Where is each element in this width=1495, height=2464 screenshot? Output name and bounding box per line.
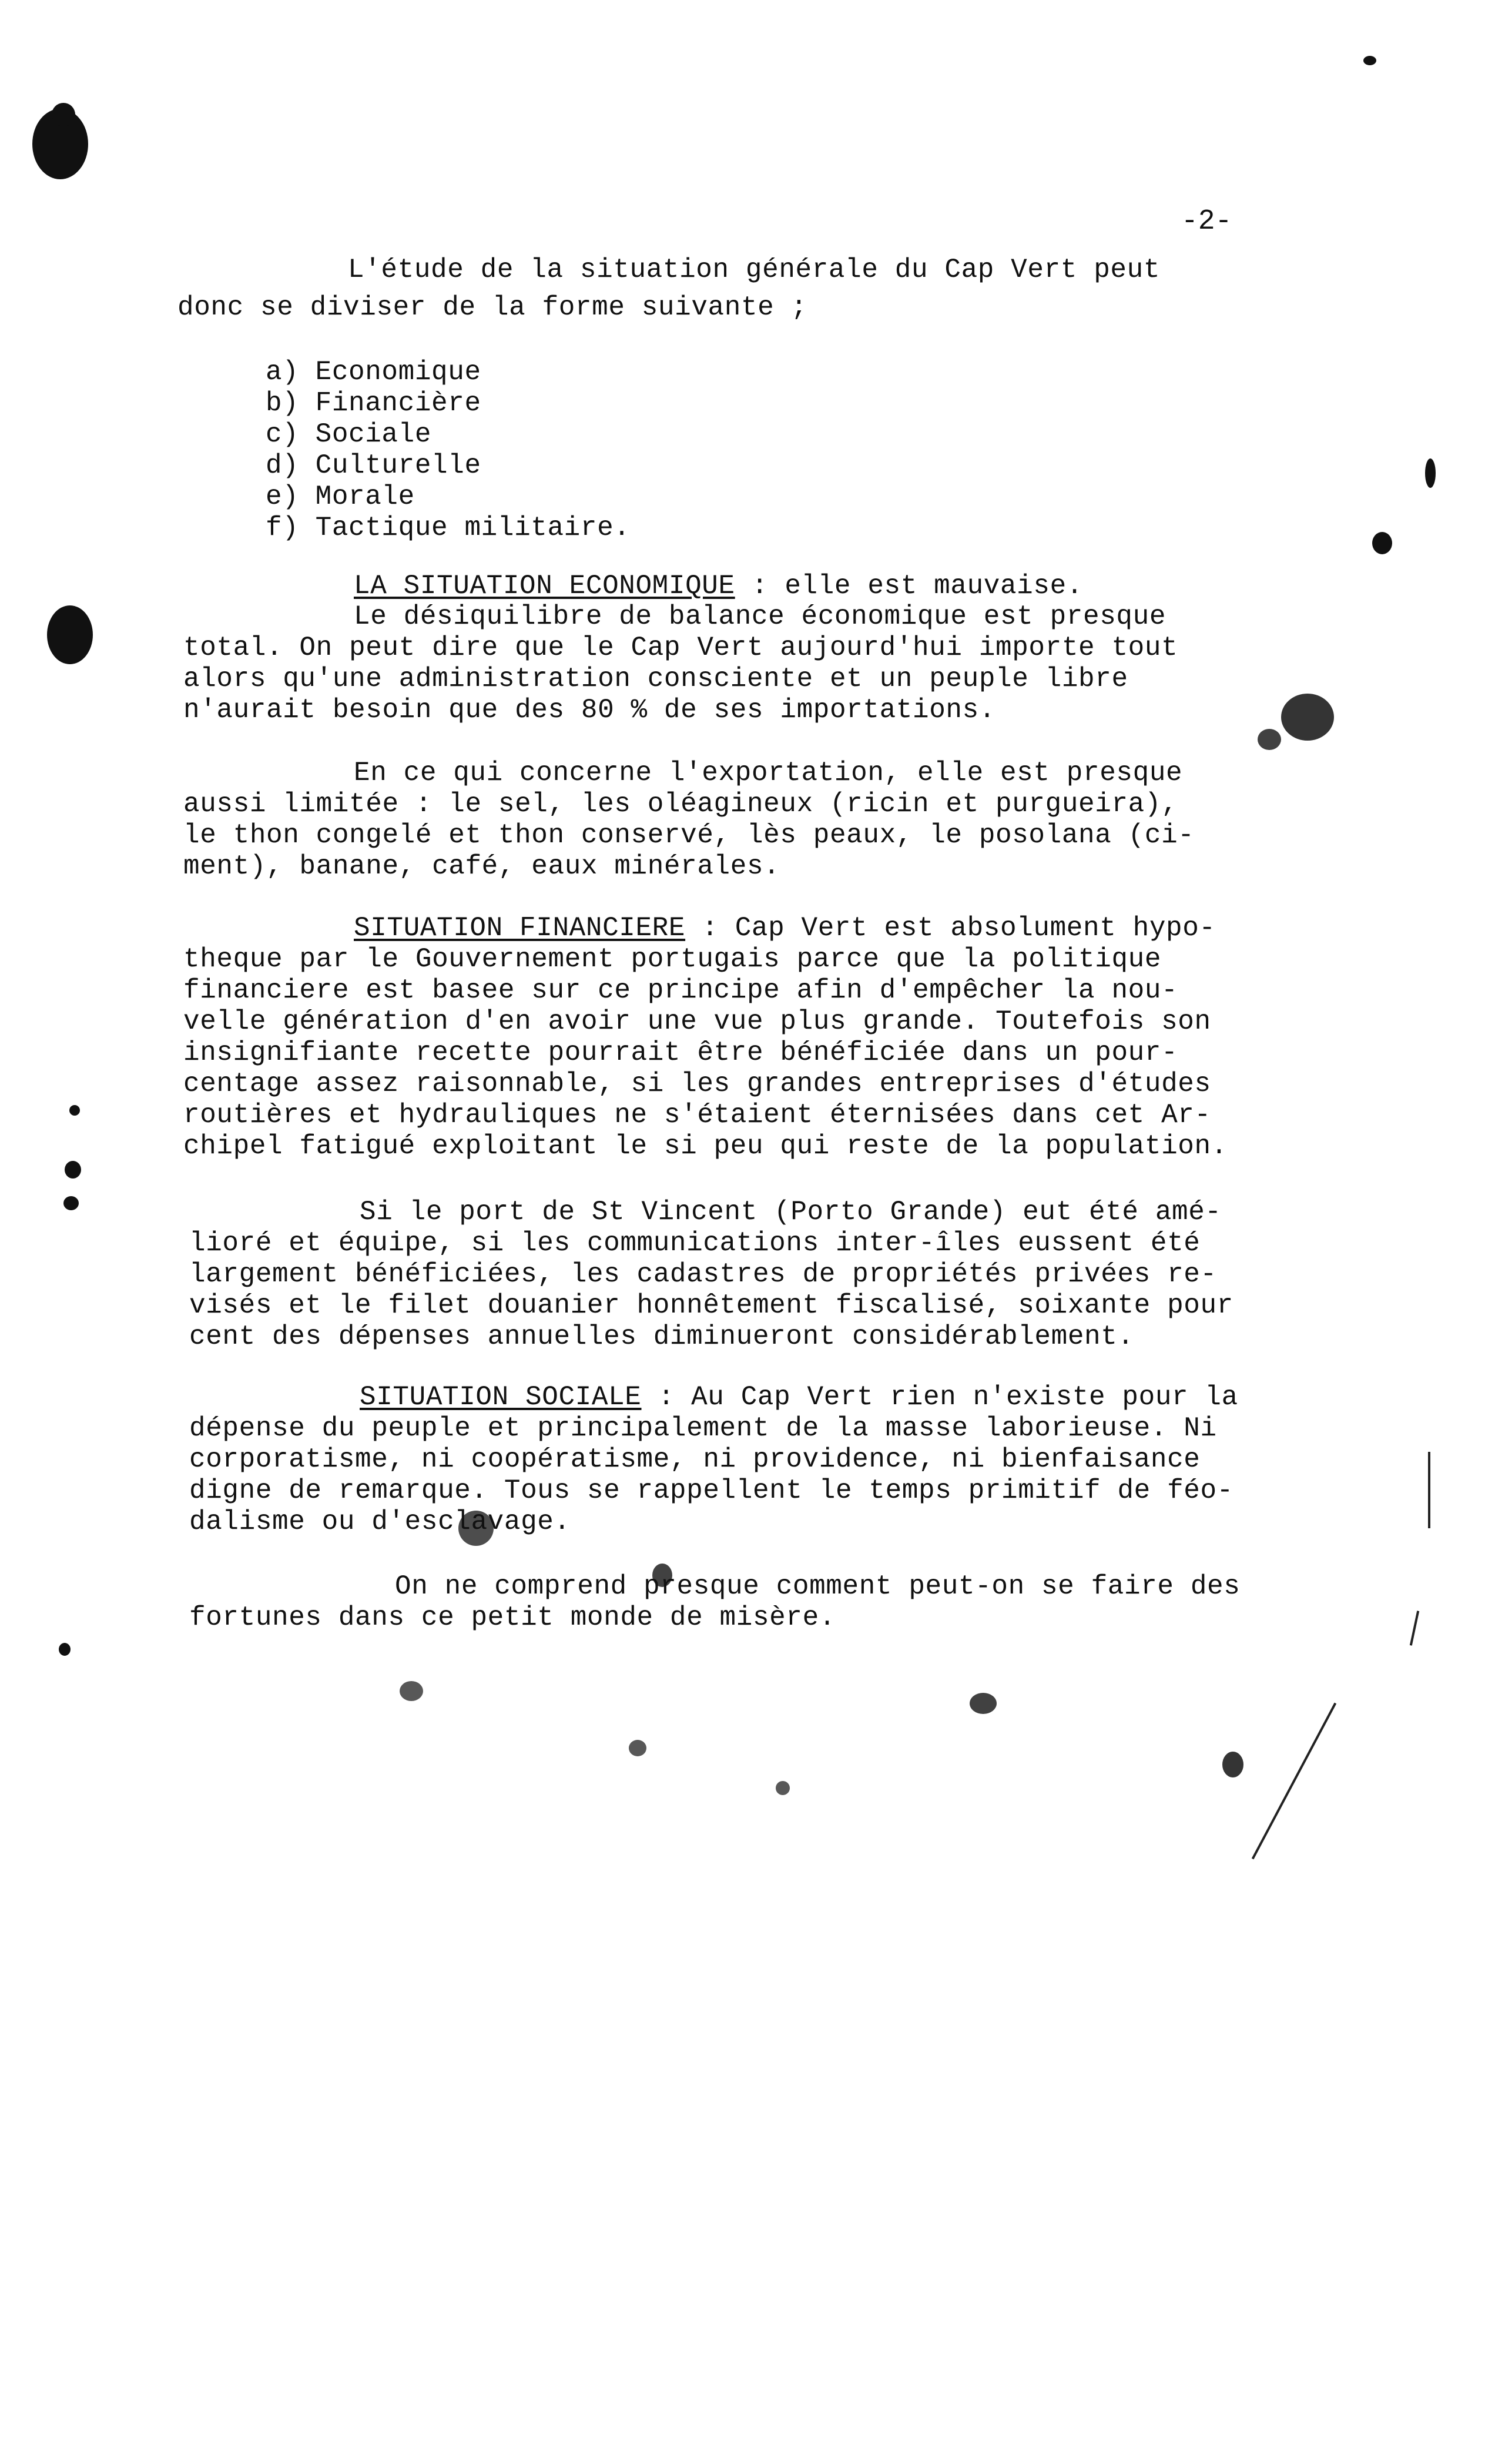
economique-line: alors qu'une administration consciente et un peuple libre — [183, 664, 1128, 694]
sociale-line: dalisme ou d'esclavage. — [189, 1506, 571, 1537]
financiere-heading-line — [354, 912, 1216, 944]
financiere-line: insignifiante recette pourrait être bénéficiée dans un pour- — [183, 1037, 1178, 1068]
economique-line: n'aurait besoin que des 80 % de ses importations. — [183, 695, 996, 725]
exportation-line: aussi limitée : le sel, les oléagineux (ricin et purgueira), — [183, 789, 1178, 819]
closing-line: fortunes dans ce petit monde de misère. — [189, 1602, 836, 1633]
financiere-heading-tail: : Cap Vert est absolument hypo- — [685, 913, 1216, 943]
financiere-line: centage assez raisonnable, si les grandes entreprises d'études — [183, 1069, 1211, 1099]
financiere-heading: SITUATION FINANCIERE — [354, 913, 686, 943]
port-line: largement bénéficiées, les cadastres de propriétés privées re- — [189, 1259, 1217, 1290]
financiere-line: routières et hydrauliques ne s'étaient éternisées dans cet Ar- — [183, 1100, 1211, 1130]
economique-heading-tail: : elle est mauvaise. — [735, 571, 1083, 601]
pen-stroke — [1410, 1611, 1419, 1646]
financiere-line: theque par le Gouvernement portugais parce que la politique — [183, 944, 1162, 975]
ink-smudge — [1222, 1752, 1243, 1777]
port-line: lioré et équipe, si les communications inter-îles eussent été — [189, 1228, 1201, 1258]
page-number: -2- — [1181, 206, 1232, 237]
ink-blot — [52, 103, 75, 126]
sociale-line: corporatisme, ni coopératisme, ni providence, ni bienfaisance — [189, 1444, 1201, 1475]
sociale-line: dépense du peuple et principalement de la masse laborieuse. Ni — [189, 1413, 1217, 1444]
exportation-line: ment), banane, café, eaux minérales. — [183, 851, 780, 882]
sociale-heading: SITUATION SOCIALE — [360, 1382, 642, 1412]
ink-smudge — [1258, 729, 1281, 750]
intro-line-1: L'étude de la situation générale du Cap Vert peut — [348, 255, 1161, 285]
ink-speck — [63, 1196, 79, 1210]
ink-smudge — [970, 1693, 997, 1714]
economique-line: total. On peut dire que le Cap Vert aujourd'hui importe tout — [183, 632, 1178, 663]
ink-smudge — [1281, 694, 1334, 741]
pen-stroke — [1252, 1703, 1336, 1860]
ink-speck — [1372, 532, 1392, 554]
economique-line: Le désiquilibre de balance économique est presque — [354, 601, 1166, 632]
list-item: b) Financière — [266, 388, 481, 419]
ink-speck — [69, 1105, 80, 1116]
port-line: visés et le filet douanier honnêtement fiscalisé, soixante pour — [189, 1290, 1233, 1321]
ink-smudge — [629, 1740, 646, 1756]
list-item: d) Culturelle — [266, 450, 481, 481]
closing-line: On ne comprend presque comment peut-on se faire des — [395, 1571, 1241, 1602]
ink-speck — [59, 1643, 71, 1656]
financiere-line: velle génération d'en avoir une vue plus grande. Toutefois son — [183, 1006, 1211, 1037]
ink-speck — [1425, 458, 1436, 488]
port-line: cent des dépenses annuelles diminueront considérablement. — [189, 1321, 1134, 1352]
sociale-heading-tail: : Au Cap Vert rien n'existe pour la — [641, 1382, 1238, 1412]
exportation-line: En ce qui concerne l'exportation, elle est presque — [354, 758, 1183, 788]
exportation-line: le thon congelé et thon conservé, lès peaux, le posolana (ci- — [183, 820, 1195, 851]
sociale-heading-line — [360, 1381, 1238, 1413]
financiere-line: financiere est basee sur ce principe afin d'empêcher la nou- — [183, 975, 1178, 1006]
sociale-line: digne de remarque. Tous se rappellent le temps primitif de féo- — [189, 1475, 1233, 1506]
ink-smudge — [400, 1681, 423, 1701]
ink-speck — [65, 1161, 81, 1179]
economique-heading-line — [354, 570, 1083, 602]
ink-smudge — [776, 1781, 790, 1795]
ink-speck — [1363, 56, 1376, 65]
port-line: Si le port de St Vincent (Porto Grande) eut été amé- — [360, 1197, 1222, 1227]
list-item: e) Morale — [266, 481, 415, 512]
pen-stroke — [1428, 1452, 1430, 1528]
intro-line-2: donc se diviser de la forme suivante ; — [177, 292, 807, 323]
financiere-line: chipel fatigué exploitant le si peu qui reste de la population. — [183, 1131, 1228, 1161]
economique-heading: LA SITUATION ECONOMIQUE — [354, 571, 735, 601]
list-item: c) Sociale — [266, 419, 432, 450]
list-item: a) Economique — [266, 357, 481, 387]
list-item: f) Tactique militaire. — [266, 513, 631, 543]
ink-blot — [47, 605, 93, 664]
